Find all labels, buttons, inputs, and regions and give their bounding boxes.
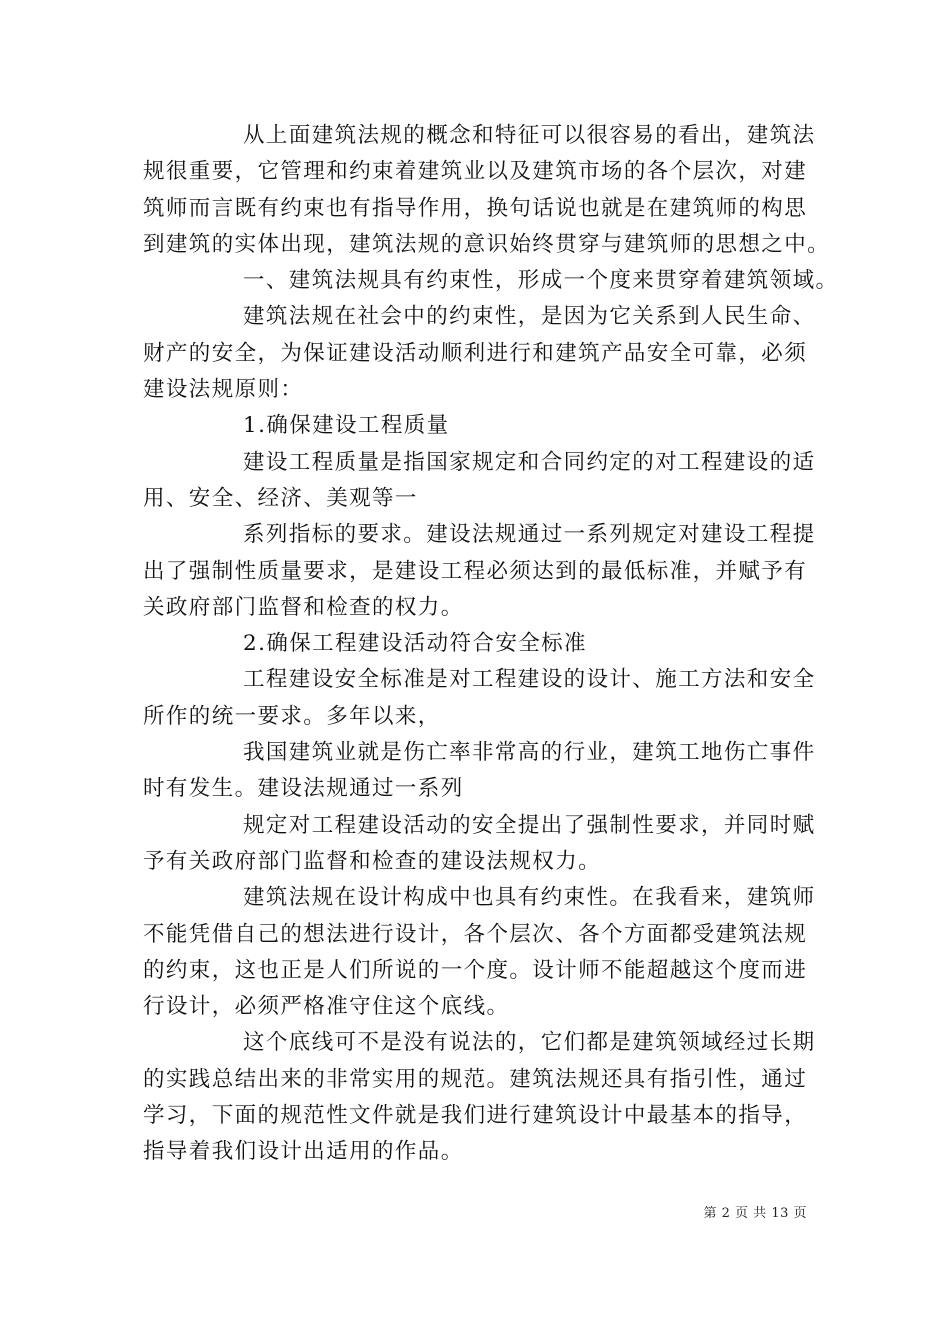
text-line: 建筑法规在社会中的约束性，是因为它关系到人民生命、: [243, 304, 816, 330]
text-line: 规很重要，它管理和约束着建筑业以及建筑市场的各个层次，对建: [143, 159, 808, 185]
text-line: 财产的安全，为保证建设活动顺利进行和建筑产品安全可靠，必须: [143, 340, 808, 366]
text-line: 时有发生。建设法规通过一系列: [143, 776, 464, 802]
text-line: 建筑法规在设计构成中也具有约束性。在我看来，建筑师: [243, 885, 816, 911]
page-number-footer: 第 2 页 共 13 页: [703, 1206, 807, 1221]
text-line: 不能凭借自己的想法进行设计，各个层次、各个方面都受建筑法规: [143, 921, 808, 947]
text-line: 到建筑的实体出现，建筑法规的意识始终贯穿与建筑师的思想之中。: [143, 231, 831, 257]
document-body: [143, 118, 839, 1171]
text-line: 1.确保建设工程质量: [243, 413, 450, 439]
text-line: 指导着我们设计出适用的作品。: [143, 1139, 464, 1165]
text-line: 从上面建筑法规的概念和特征可以很容易的看出，建筑法: [243, 123, 816, 148]
text-line: 工程建设安全标准是对工程建设的设计、施工方法和安全: [243, 667, 816, 693]
text-line: 建设工程质量是指国家规定和合同约定的对工程建设的适: [243, 449, 816, 475]
text-line: 建设法规原则：: [143, 377, 304, 403]
text-line: 筑师而言既有约束也有指导作用，换句话说也就是在建筑师的构思: [143, 195, 808, 221]
text-line: 一、建筑法规具有约束性，形成一个度来贯穿着建筑领域。: [243, 268, 839, 294]
text-line: 关政府部门监督和检查的权力。: [143, 594, 464, 620]
text-line: 这个底线可不是没有说法的，它们都是建筑领域经过长期: [243, 1030, 816, 1056]
text-line: 的实践总结出来的非常实用的规范。建筑法规还具有指引性，通过: [143, 1066, 808, 1092]
text-line: 所作的统一要求。多年以来，: [143, 703, 441, 729]
text-line: 行设计，必须严格准守住这个底线。: [143, 994, 510, 1020]
text-line: 规定对工程建设活动的安全提出了强制性要求，并同时赋: [243, 812, 816, 838]
text-line: 予有关政府部门监督和检查的建设法规权力。: [143, 848, 602, 874]
text-line: 的约束，这也正是人们所说的一个度。设计师不能超越这个度而进: [143, 957, 808, 983]
text-line: 学习，下面的规范性文件就是我们进行建筑设计中最基本的指导，: [143, 1103, 808, 1129]
text-line: 出了强制性质量要求，是建设工程必须达到的最低标准，并赋予有: [143, 558, 808, 584]
text-line: 系列指标的要求。建设法规通过一系列规定对建设工程提: [243, 522, 816, 548]
text-line: 用、安全、经济、美观等一: [143, 485, 418, 511]
text-line: 2.确保工程建设活动符合安全标准: [243, 631, 587, 657]
text-line: 我国建筑业就是伤亡率非常高的行业，建筑工地伤亡事件: [243, 740, 816, 766]
